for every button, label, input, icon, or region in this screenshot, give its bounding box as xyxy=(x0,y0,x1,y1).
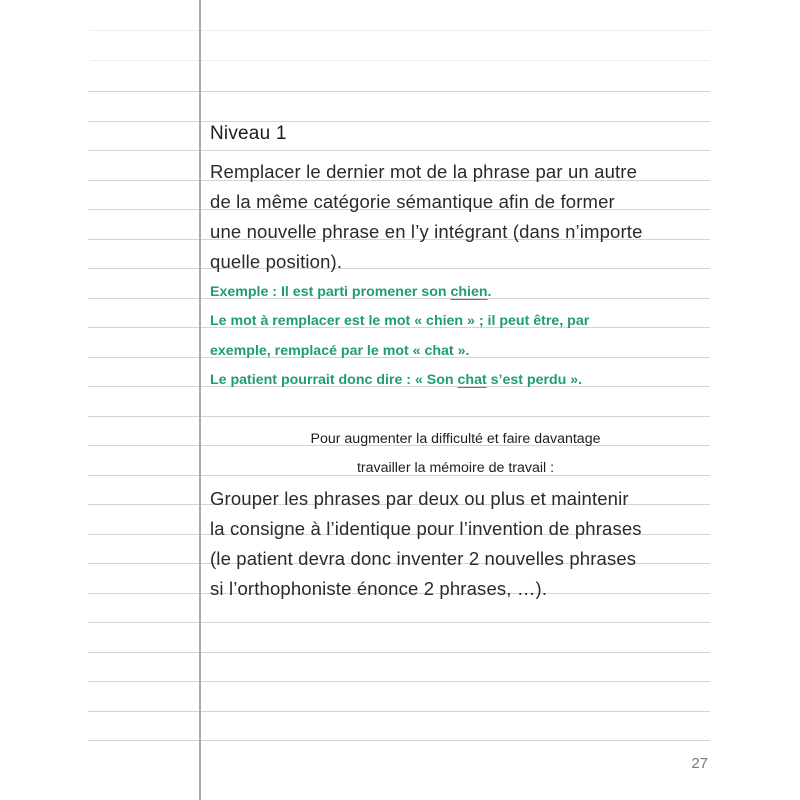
example-line: Le mot à remplacer est le mot « chien » ; il peut être, par xyxy=(210,313,590,329)
ruled-line xyxy=(88,652,710,653)
ruled-line xyxy=(88,91,710,92)
ruled-line xyxy=(90,60,710,61)
underlined-word: chien xyxy=(450,284,488,300)
ruled-line xyxy=(88,711,710,712)
variant-line: la consigne à l’identique pour l’invention de phrases xyxy=(210,518,642,539)
ruled-line xyxy=(88,121,710,122)
instruction-line: une nouvelle phrase en l’y intégrant (dans n’importe xyxy=(210,221,643,242)
ruled-line xyxy=(90,30,710,31)
page-heading: Niveau 1 xyxy=(210,123,287,144)
ruled-line xyxy=(88,150,710,151)
example-line: exemple, remplacé par le mot « chat ». xyxy=(210,343,470,359)
variant-line: (le patient devra donc inventer 2 nouvelles phrases xyxy=(210,548,637,569)
variant-line: Grouper les phrases par deux ou plus et maintenir xyxy=(210,488,629,509)
example-text: Exemple : Il est parti promener son xyxy=(210,284,451,300)
ruled-line xyxy=(88,681,710,682)
instruction-line: de la même catégorie sémantique afin de former xyxy=(210,191,615,212)
difficulty-note-line: travailler la mémoire de travail : xyxy=(356,460,555,476)
example-text: s’est perdu ». xyxy=(486,372,583,388)
variant-line: si l’orthophoniste énonce 2 phrases, …). xyxy=(210,578,548,599)
difficulty-note-line: Pour augmenter la difficulté et faire davantage xyxy=(310,431,601,447)
page-number: 27 xyxy=(691,755,708,772)
ruled-line xyxy=(88,268,710,269)
instruction-line: quelle position). xyxy=(210,251,343,272)
example-text: Le patient pourrait donc dire : « Son xyxy=(210,372,458,388)
example-text: . xyxy=(487,284,492,300)
margin-line xyxy=(199,0,201,800)
ruled-line xyxy=(88,622,710,623)
ruled-line xyxy=(88,740,710,741)
ruled-line xyxy=(88,416,710,417)
example-line xyxy=(210,284,491,300)
instruction-line: Remplacer le dernier mot de la phrase par un autre xyxy=(210,161,638,182)
underlined-word: chat xyxy=(457,372,487,388)
example-line xyxy=(210,372,582,388)
